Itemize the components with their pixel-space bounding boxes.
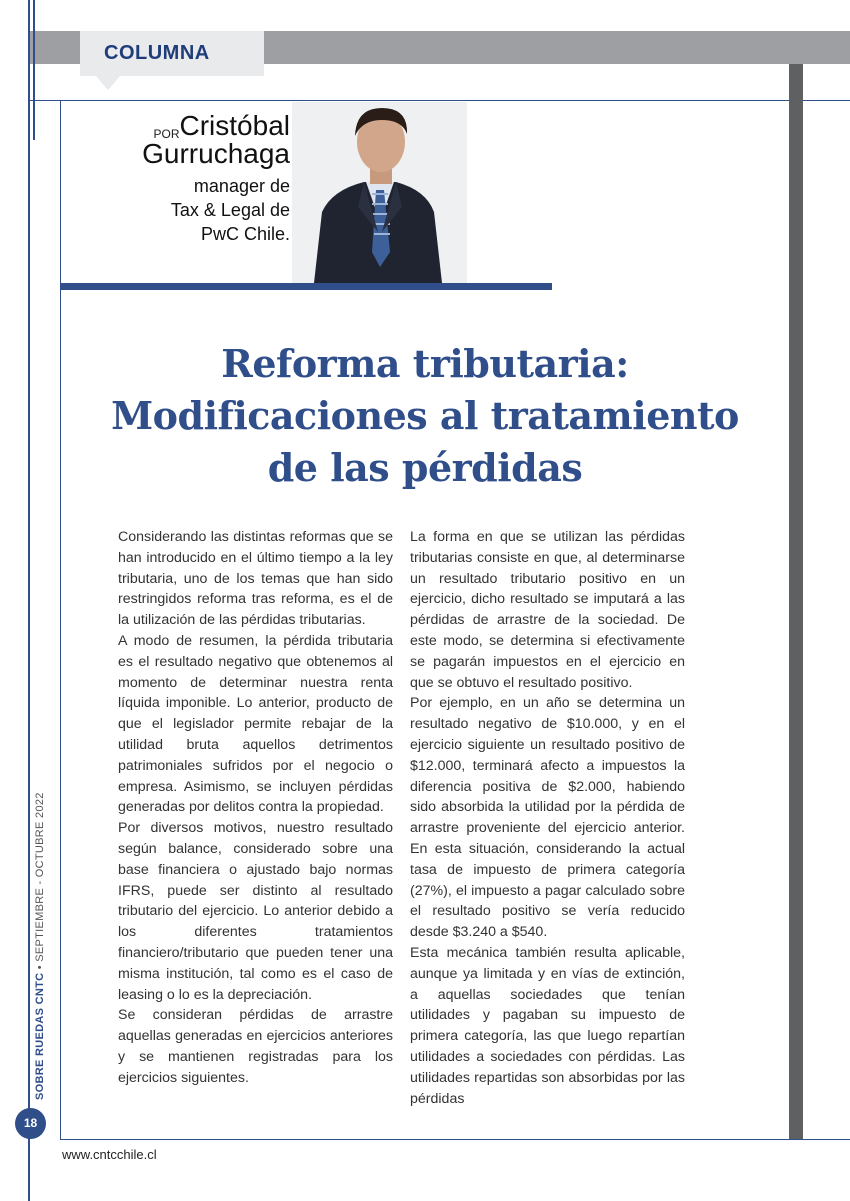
paragraph: Se consideran pérdidas de arrastre aquellas generadas en ejercicios anteriores y se mantienen registradas para los ejercicios siguientes. xyxy=(118,1007,393,1086)
title-line: Modificaciones al tratamiento xyxy=(111,393,739,438)
author-role-line: Tax & Legal de xyxy=(170,200,290,220)
page-number: 18 xyxy=(15,1108,46,1139)
section-label: COLUMNA xyxy=(104,42,210,64)
content-left-rule xyxy=(60,100,61,1140)
author-photo-icon xyxy=(292,102,467,283)
footer-rule xyxy=(60,1139,850,1140)
author-last-name: Gurruchaga xyxy=(142,138,290,169)
right-bar xyxy=(789,64,803,1140)
separator: • xyxy=(34,961,46,973)
author-block xyxy=(60,112,290,246)
author-role xyxy=(60,174,290,246)
paragraph: Esta mecánica también resulta aplicable, aunque ya limitada y en vías de extinción, a aquellas sociedades que tenían utilidades y pagaban su impuesto de primera categoría, las que luego repartían utilidades a sociedades con pérdidas. Las utilidades repartidas son absorbidas por las pérdidas xyxy=(410,944,685,1107)
section-tab-pointer xyxy=(96,76,120,90)
title-line: de las pérdidas xyxy=(267,445,583,490)
author-name xyxy=(60,112,290,140)
author-photo xyxy=(292,102,467,283)
author-underline xyxy=(61,283,552,290)
author-prefix: POR xyxy=(153,127,180,141)
magazine-name: SOBRE RUEDAS CNTC xyxy=(34,972,46,1100)
header-rule xyxy=(30,100,850,101)
paragraph: Por diversos motivos, nuestro resultado según balance, considerado sobre una base financiera o ajustado bajo normas IFRS, puede ser distinto al resultado tributario del ejercicio. Lo anterior debido a los diferentes tratamientos financiero/tributario que pueden tener una misma institución, tal como es el caso de leasing o lo es la depreciación. xyxy=(118,820,393,1003)
paragraph: Por ejemplo, en un año se determina un resultado negativo de $10.000, y en el ejercicio siguiente un resultado positivo de $12.000, terminará afecto a impuestos la diferencia positiva de $2.000, habiendo sido absorbida la utilidad por la pérdida de arrastre proveniente del ejercicio anterior. En esta situación, considerando la actual tasa de impuesto de primera categoría (27%), el impuesto a pagar calculado sobre el resultado positivo se vería reducido desde $3.240 a $540. xyxy=(410,695,685,941)
author-role-line: manager de xyxy=(193,176,290,196)
margin-line-secondary xyxy=(33,0,35,140)
author-role-line: PwC Chile. xyxy=(200,224,290,244)
author-first-name: Cristóbal xyxy=(179,110,290,141)
paragraph: La forma en que se utilizan las pérdidas tributarias consiste en que, al determinarse un resultado tributario positivo en un ejercicio, dicho resultado se imputará a las pérdidas de arrastre de la sociedad. De este modo, se determina si efectivamente se pagarán impuestos en el ejercicio en que se obtuvo el resultado positivo. xyxy=(410,529,685,691)
magazine-issue xyxy=(34,792,46,1100)
article-title xyxy=(80,338,770,494)
article-column-left xyxy=(118,527,393,1089)
title-line: Reforma tributaria: xyxy=(221,341,629,386)
issue-date: SEPTIEMBRE - OCTUBRE 2022 xyxy=(34,792,46,962)
paragraph: A modo de resumen, la pérdida tributaria es el resultado negativo que obtenemos al momento de determinar nuestra renta líquida imponible. Lo anterior, producto de que el legislador permite rebajar de la utilidad bruta aquellos detrimentos patrimoniales sufridos por el negocio o empresa. Asimismo, se incluyen pérdidas generadas por delitos contra la propiedad. xyxy=(118,632,393,816)
website-link[interactable]: www.cntcchile.cl xyxy=(62,1147,157,1162)
paragraph: Considerando las distintas reformas que se han introducido en el último tiempo a la ley tributaria, uno de los temas que han sido restringidos reforma tras reforma, es el de la utilización de las pérdidas tributarias. xyxy=(118,529,393,629)
margin-line xyxy=(28,0,30,1201)
article-column-right xyxy=(410,527,685,1109)
